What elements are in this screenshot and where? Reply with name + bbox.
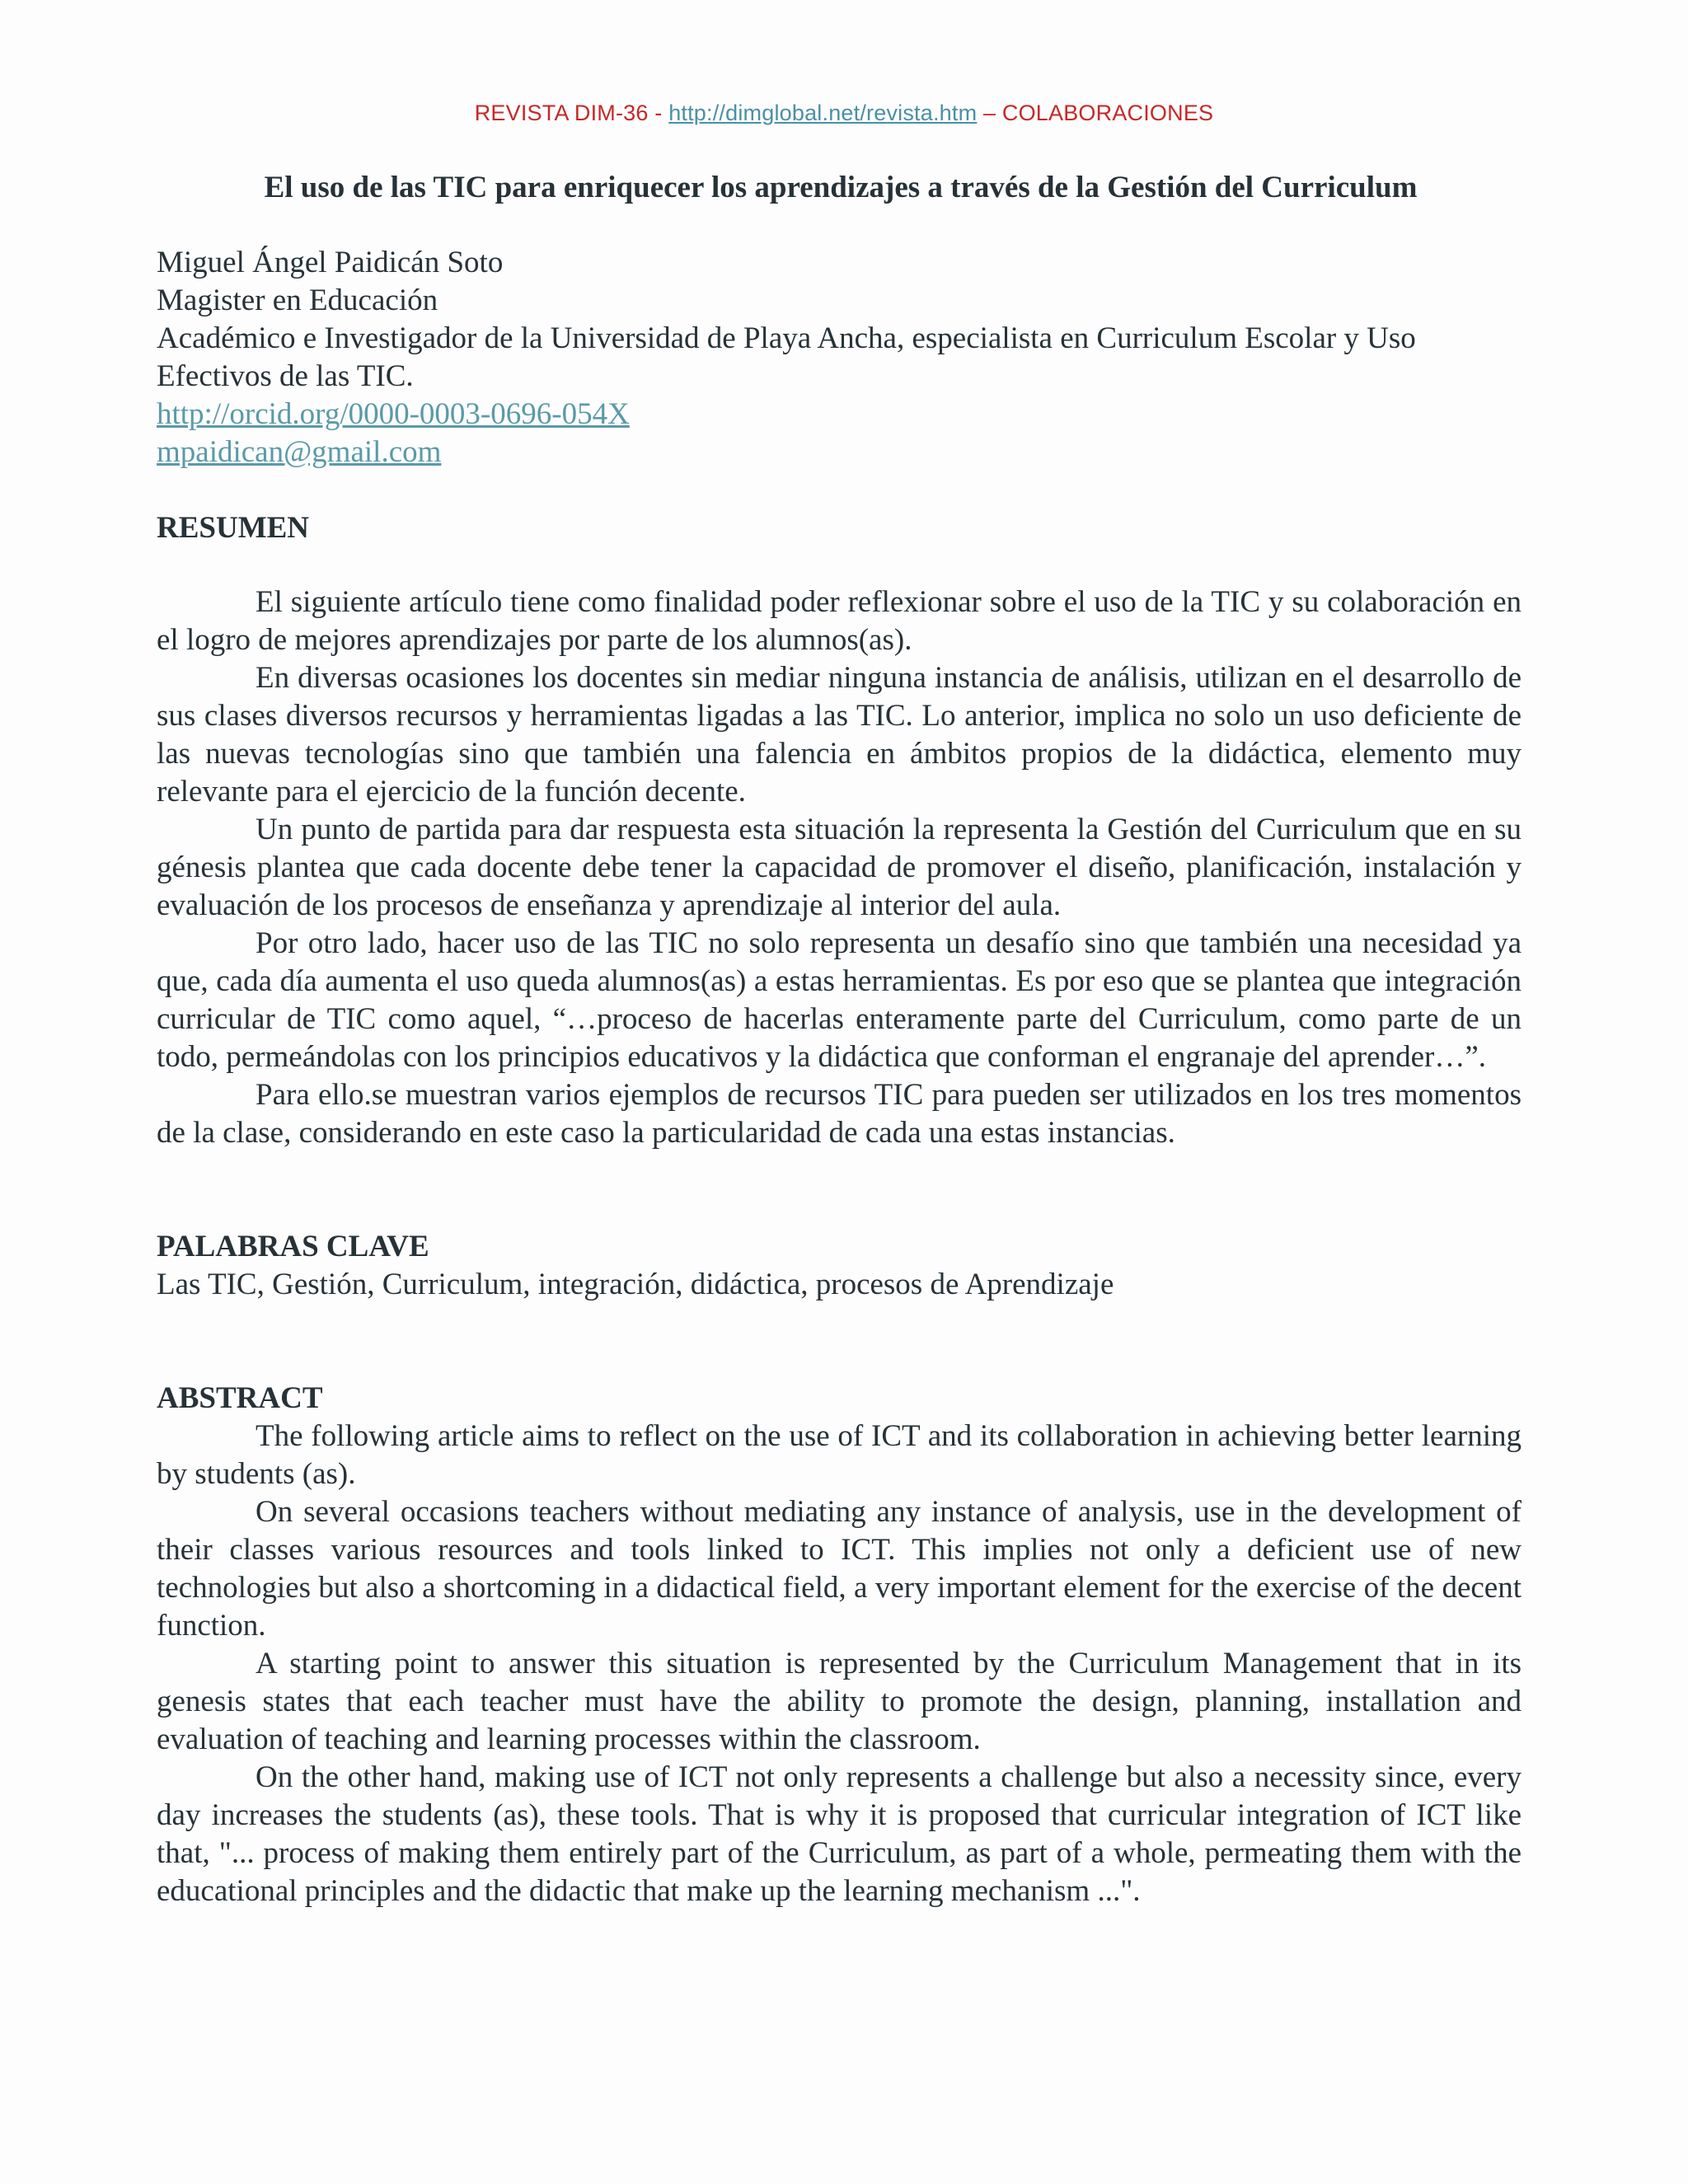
abstract-paragraph: The following article aims to reflect on the use of ICT and its collaboration in achieving better learning by students (as). — [157, 1419, 1522, 1491]
resumen-paragraph: En diversas ocasiones los docentes sin mediar ninguna instancia de análisis, utilizan en el desarrollo de sus clases diversos recursos y herramientas ligadas a las TIC. Lo anterior, implica no solo un uso deficiente de las nuevas tecnologías sino que también una falencia en ámbitos propios de la didáctica, elemento muy relevante para el ejercicio de la función decente. — [157, 661, 1522, 808]
resumen-paragraph: Para ello.se muestran varios ejemplos de recursos TIC para pueden ser utilizados en los tres momentos de la clase, considerando en este caso la particularidad de cada una estas instancias. — [157, 1078, 1522, 1150]
article-title: El uso de las TIC para enriquecer los aprendizajes a través de la Gestión del Curriculum — [264, 171, 1418, 204]
email-link[interactable]: mpaidican@gmail.com — [157, 435, 442, 469]
journal-header — [0, 101, 1688, 126]
abstract-paragraph: On the other hand, making use of ICT not only represents a challenge but also a necessity since, every day increases the students (as), these tools. That is why it is proposed that curricular integration of ICT like that, "... process of making them entirely part of the Curriculum, as part of a whole, permeating them with the educational principles and the didactic that make up the learning mechanism ...". — [157, 1760, 1522, 1908]
abstract-paragraph: On several occasions teachers without mediating any instance of analysis, use in the development of their classes various resources and tools linked to ICT. This implies not only a deficient use of new technologies but also a shortcoming in a didactical field, a very important element for the exercise of the decent function. — [157, 1495, 1522, 1643]
resumen-paragraph: Un punto de partida para dar respuesta esta situación la representa la Gestión del Curriculum que en su génesis plantea que cada docente debe tener la capacidad de promover el diseño, planificación, instalación y evaluación de los procesos de enseñanza y aprendizaje al interior del aula. — [157, 813, 1522, 922]
keywords-text: Las TIC, Gestión, Curriculum, integración, didáctica, procesos de Aprendizaje — [157, 1268, 1114, 1301]
abstract-heading: ABSTRACT — [157, 1381, 323, 1415]
journal-link[interactable]: http://dimglobal.net/revista.htm — [668, 101, 978, 125]
keywords-heading: PALABRAS CLAVE — [157, 1230, 429, 1263]
abstract-paragraph: A starting point to answer this situation is represented by the Curriculum Management that in its genesis states that each teacher must have the ability to promote the design, planning, installation and evaluation of teaching and learning processes within the classroom. — [157, 1647, 1522, 1756]
resumen-heading: RESUMEN — [157, 511, 310, 545]
orcid-link[interactable]: http://orcid.org/0000-0003-0696-054X — [157, 397, 630, 431]
resumen-paragraph: Por otro lado, hacer uso de las TIC no solo representa un desafío sino que también una necesidad ya que, cada día aumenta el uso queda alumnos(as) a estas herramientas. Es por eso que se plantea que integración curricular de TIC como aquel, “…proceso de hacerlas enteramente parte del Curriculum, como parte de un todo, permeándolas con los principios educativos y la didáctica que conforman el engranaje del aprender…”. — [157, 926, 1522, 1074]
resumen-paragraph: El siguiente artículo tiene como finalidad poder reflexionar sobre el uso de la TIC y su colaboración en el logro de mejores aprendizajes por parte de los alumnos(as). — [157, 585, 1522, 657]
author-affiliation: Académico e Investigador de la Universidad de Playa Ancha, especialista en Curriculum Escolar y Uso Efectivos de las TIC. — [157, 321, 1416, 393]
header-prefix: REVISTA DIM-36 - — [474, 101, 669, 125]
header-section: COLABORACIONES — [1001, 101, 1214, 125]
article-body — [157, 244, 1522, 1910]
abstract-section — [157, 1418, 1522, 1910]
resumen-section — [157, 583, 1522, 1152]
author-degree: Magister en Educación — [157, 284, 438, 317]
author-name: Miguel Ángel Paidicán Soto — [157, 246, 504, 279]
header-separator: – — [977, 101, 1002, 125]
